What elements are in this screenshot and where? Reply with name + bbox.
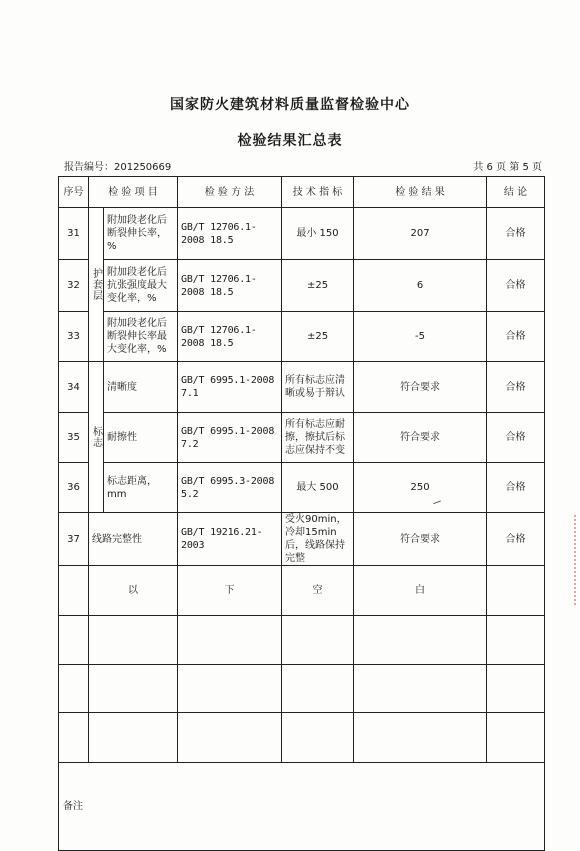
row-method: GB/T 19216.21-2003 [178,513,282,566]
row-item: 线路完整性 [89,513,178,566]
org-title: 国家防火建筑材料质量监督检验中心 [170,97,410,113]
row-spec: 所有标志应清晰或易于辩认 [282,362,354,413]
col-header-item: 检 验 项 目 [89,177,178,208]
row-method: GB/T 6995.1-2008 7.2 [178,413,282,463]
table-row [59,413,545,463]
empty-cell [178,713,282,763]
empty-cell [282,616,354,665]
row-item: 耐擦性 [104,413,178,463]
table-row [59,312,545,362]
row-no: 34 [59,362,89,413]
row-conclusion: 合格 [487,260,545,312]
empty-cell [282,665,354,713]
row-conclusion: 合格 [487,463,545,513]
report-number: 报告编号：201250669 [64,162,172,173]
blank-marker-row [59,566,545,616]
row-method: GB/T 6995.1-2008 7.1 [178,362,282,413]
empty-cell [89,713,178,763]
table-row [59,513,545,566]
col-header-conclusion: 结 论 [487,177,545,208]
empty-row [59,713,545,763]
table-row [59,208,545,260]
row-result: -5 [354,312,487,362]
row-result: 207 [354,208,487,260]
row-no: 31 [59,208,89,260]
remarks-label: 备注 [63,801,83,812]
row-spec: ±25 [282,312,354,362]
empty-row [59,665,545,713]
row-conclusion: 合格 [487,208,545,260]
col-header-no: 序号 [59,177,89,208]
empty-cell [282,713,354,763]
row-conclusion: 合格 [487,513,545,566]
group-label-marking: 标志 [89,362,104,513]
empty-cell [59,616,89,665]
empty-cell [354,665,487,713]
empty-cell [487,616,545,665]
row-method: GB/T 12706.1-2008 18.5 [178,312,282,362]
row-conclusion: 合格 [487,312,545,362]
row-no: 32 [59,260,89,312]
empty-cell [178,665,282,713]
empty-cell [487,665,545,713]
empty-cell [487,566,545,616]
col-header-method: 检 验 方 法 [178,177,282,208]
row-result: 符合要求 [354,513,487,566]
row-spec: ±25 [282,260,354,312]
empty-row [59,616,545,665]
blank-word: 下 [178,566,282,616]
empty-cell [89,616,178,665]
row-method: GB/T 12706.1-2008 18.5 [178,260,282,312]
col-header-spec: 技 术 指 标 [282,177,354,208]
row-item: 附加段老化后断裂伸长率，% [104,208,178,260]
row-item: 附加段老化后断裂伸长率最大变化率，% [104,312,178,362]
group-label-sheath: 护套层 [89,208,104,362]
empty-cell [59,665,89,713]
table-row [59,463,545,513]
row-no: 36 [59,463,89,513]
row-result: 6 [354,260,487,312]
seal-stamp-edge [560,515,576,605]
table-header-row [59,177,545,208]
doc-title: 检验结果汇总表 [237,133,343,149]
row-spec: 最大 500 [282,463,354,513]
row-item: 附加段老化后抗张强度最大变化率，% [104,260,178,312]
table-row [59,260,545,312]
col-header-result: 检 验 结 果 [354,177,487,208]
row-spec: 所有标志应耐擦，擦拭后标志应保持不变 [282,413,354,463]
page-info: 共 6 页 第 5 页 [473,162,542,173]
row-no: 37 [59,513,89,566]
row-item: 清晰度 [104,362,178,413]
empty-cell [354,616,487,665]
empty-cell [178,616,282,665]
empty-cell [487,713,545,763]
row-conclusion: 合格 [487,362,545,413]
empty-cell [354,713,487,763]
remarks-row [59,763,545,851]
empty-cell [59,566,89,616]
blank-word: 空 [282,566,354,616]
row-conclusion: 合格 [487,413,545,463]
remarks-cell [59,763,545,851]
row-no: 33 [59,312,89,362]
row-spec: 最小 150 [282,208,354,260]
row-spec: 受火90min，冷却15min后，线路保持完整 [282,513,354,566]
row-method: GB/T 12706.1-2008 18.5 [178,208,282,260]
blank-word: 以 [89,566,178,616]
blank-word: 白 [354,566,487,616]
row-result: 符合要求 [354,413,487,463]
empty-cell [59,713,89,763]
row-method: GB/T 6995.3-2008 5.2 [178,463,282,513]
table-row [59,362,545,413]
row-item: 标志距离，mm [104,463,178,513]
row-result: 250 [354,463,487,513]
results-table [58,176,545,851]
row-result: 符合要求 [354,362,487,413]
row-no: 35 [59,413,89,463]
empty-cell [89,665,178,713]
